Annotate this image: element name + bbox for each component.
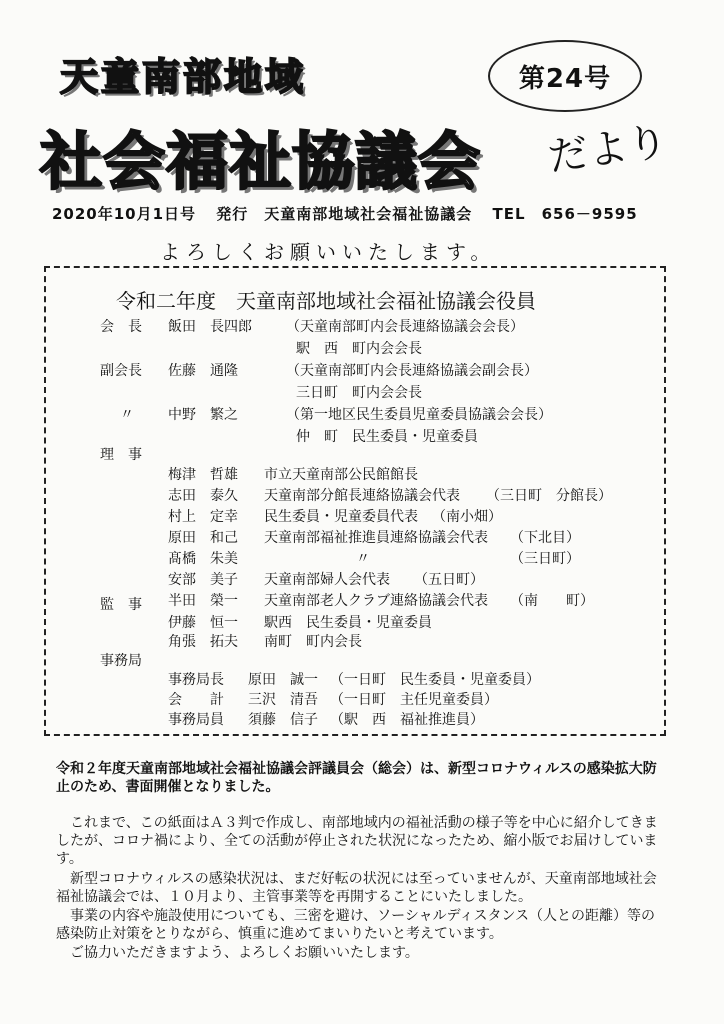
vice-president-affiliation-2: 三日町 町内会会長 bbox=[296, 385, 422, 401]
vice-president-role: 副会長 bbox=[100, 363, 142, 379]
issue-date: 2020年10月1日号 bbox=[52, 205, 197, 223]
directors-label: 理 事 bbox=[100, 447, 142, 463]
meeting-notice: 令和２年度天童南部地域社会福祉協議会評議員会（総会）は、新型コロナウィルスの感染拡大防止のため、書面開催となりました。 bbox=[56, 761, 657, 795]
vice-president-affiliation: （天童南部町内会長連絡協議会副会長） bbox=[286, 363, 538, 379]
president-role: 会 長 bbox=[100, 319, 142, 335]
director-name: 半田 榮一 bbox=[168, 593, 238, 609]
area-name: 天童南部地域 bbox=[60, 55, 307, 99]
director-name: 志田 泰久 bbox=[168, 488, 238, 504]
paragraph-3: 事業の内容や施設使用についても、三密を避け、ソーシャルディスタンス（人との距離）等の感染防止対策をとりながら、慎重に進めてまいりたいと考えています。 bbox=[56, 908, 656, 942]
office-member-affiliation: （一日町 民生委員・児童委員） bbox=[330, 672, 540, 688]
auditor-affiliation: 南町 町内会長 bbox=[264, 634, 362, 650]
office-member-affiliation: （一日町 主任児童委員） bbox=[330, 692, 498, 708]
director-district: （三日町） bbox=[510, 551, 580, 567]
office-title: 事務局長 bbox=[168, 672, 224, 688]
auditor-name: 角張 拓夫 bbox=[168, 634, 238, 650]
vice-president-2-affiliation: （第一地区民生委員児童委員協議会会長） bbox=[286, 407, 552, 423]
officers-title: 令和二年度 天童南部地域社会福祉協議会役員 bbox=[116, 289, 536, 313]
director-name: 村上 定幸 bbox=[168, 509, 238, 525]
director-affiliation: 市立天童南部公民館館長 bbox=[264, 467, 418, 483]
director-name: 梅津 哲雄 bbox=[168, 467, 238, 483]
newsletter-title-suffix: だより bbox=[545, 118, 671, 181]
auditor-name: 伊藤 恒一 bbox=[168, 615, 238, 631]
publisher: 発行 天童南部地域社会福祉協議会 bbox=[216, 205, 473, 223]
vice-president-name: 佐藤 通隆 bbox=[168, 363, 238, 379]
office-title: 会 計 bbox=[168, 692, 224, 708]
issue-number: 第24号 bbox=[518, 63, 612, 94]
newsletter-title: 社会福祉協議会 bbox=[40, 125, 482, 198]
paragraph-2: 新型コロナウィルスの感染状況は、まだ好転の状況には至っていませんが、天童南部地域社会福祉協議会では、１０月より、主管事業等を再開することにいたしました。 bbox=[56, 871, 657, 905]
director-district: （下北目） bbox=[510, 530, 580, 546]
director-name: 安部 美子 bbox=[168, 572, 238, 588]
director-name: 原田 和己 bbox=[168, 530, 238, 546]
director-affiliation: 〃 bbox=[356, 551, 370, 567]
office-member-name: 三沢 清吾 bbox=[248, 692, 318, 708]
vice-president-2-name: 中野 繁之 bbox=[168, 407, 238, 423]
director-district: （南小畑） bbox=[432, 509, 502, 525]
president-name: 飯田 長四郎 bbox=[168, 319, 252, 335]
phone-number: TEL 656－9595 bbox=[492, 205, 638, 223]
director-name: 髙橋 朱美 bbox=[168, 551, 238, 567]
director-district: （五日町） bbox=[414, 572, 484, 588]
vice-president-2-role: 〃 bbox=[120, 407, 134, 423]
paragraph-1: これまで、この紙面はＡ３判で作成し、南部地域内の福祉活動の様子等を中心に紹介してきましたが、コロナ禍により、全ての活動が停止された状況になったため、縮小版でお届けしています。 bbox=[56, 815, 658, 867]
director-affiliation: 天童南部福祉推進員連絡協議会代表 bbox=[264, 530, 488, 546]
auditors-label: 監 事 bbox=[100, 597, 142, 613]
director-district: （南 町） bbox=[510, 593, 594, 609]
paragraph-4: ご協力いただきますよう、よろしくお願いいたします。 bbox=[70, 945, 419, 961]
vice-president-2-affiliation-2: 仲 町 民生委員・児童委員 bbox=[296, 429, 478, 445]
president-affiliation-2: 駅 西 町内会会長 bbox=[296, 341, 422, 357]
office-member-name: 須藤 信子 bbox=[248, 712, 318, 728]
greeting: よろしくお願いいたします。 bbox=[160, 240, 497, 264]
director-affiliation: 天童南部婦人会代表 bbox=[264, 572, 390, 588]
director-district: （三日町 分館長） bbox=[486, 488, 612, 504]
director-affiliation: 天童南部分館長連絡協議会代表 bbox=[264, 488, 460, 504]
auditor-affiliation: 駅西 民生委員・児童委員 bbox=[264, 615, 432, 631]
office-title: 事務局員 bbox=[168, 712, 224, 728]
publication-line bbox=[52, 203, 652, 224]
issue-badge bbox=[488, 40, 642, 112]
office-member-affiliation: （駅 西 福祉推進員） bbox=[330, 712, 484, 728]
office-member-name: 原田 誠一 bbox=[248, 672, 318, 688]
office-label: 事務局 bbox=[100, 653, 142, 669]
director-affiliation: 天童南部老人クラブ連絡協議会代表 bbox=[264, 593, 488, 609]
director-affiliation: 民生委員・児童委員代表 bbox=[264, 509, 418, 525]
president-affiliation: （天童南部町内会長連絡協議会会長） bbox=[286, 319, 524, 335]
